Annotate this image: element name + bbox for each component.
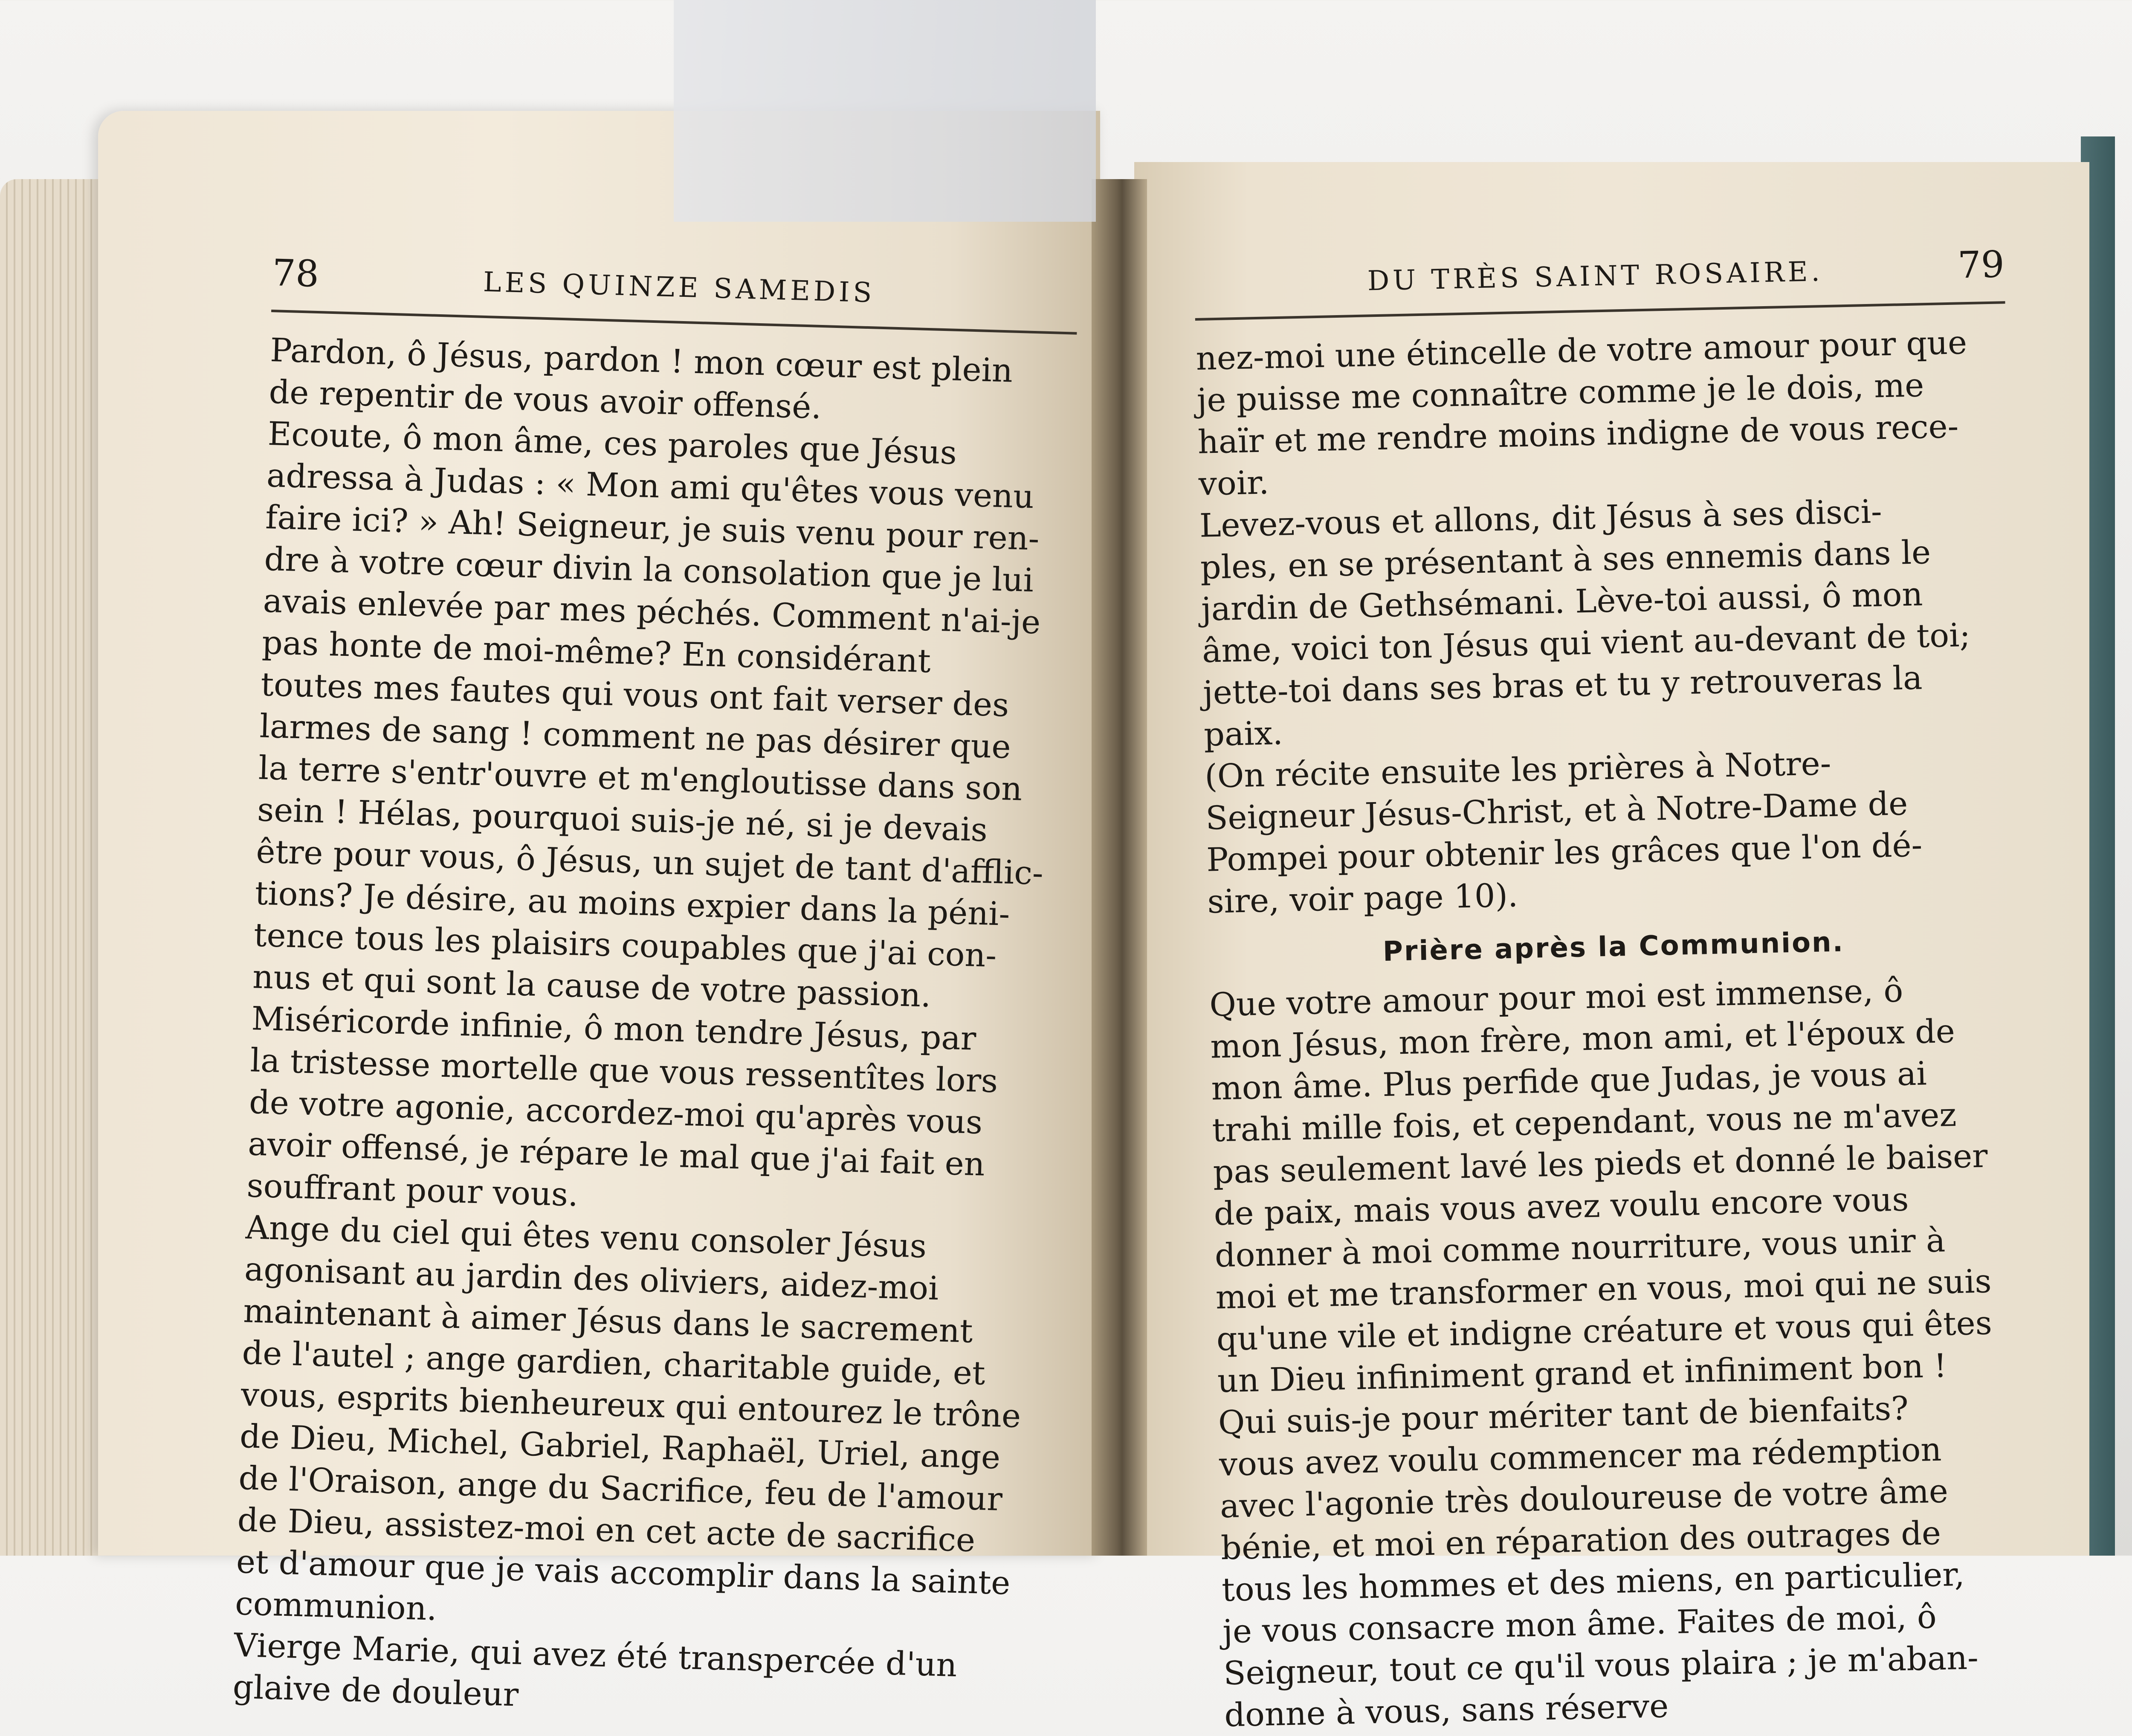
running-head-title-left: LES QUINZE SAMEDIS — [483, 266, 876, 309]
book-gutter — [1092, 179, 1147, 1556]
left-page-content — [232, 252, 1079, 1730]
paragraph: Levez-vous et allons, dit Jésus à ses disci- ples, en se présentant à ses ennemis dans le jardin de Gethsémani. Lève-toi aussi, ô mon âme, voici ton Jésus qui vient au-devant de toi; jette-toi dans ses bras et tu y retrouveras la paix. — [1199, 492, 1971, 754]
page-number-right: 79 — [1957, 243, 2005, 287]
paragraph: Ange du ciel qui êtes venu consoler Jésus agonisant au jardin des oliviers, aidez-moi maintenant à aimer Jésus dans le sacrement de l'autel ; ange gardien, charitable guide, et vous, esprits bienheureux qui entourez le trône de Dieu, Michel, Gabriel, Raphaël, Uriel, ange de l'Oraison, ange du Sacrifice, feu de l'amour de Dieu, assistez-moi en cet acte de sacrifice et d'amour que je vais accomplir dans la sainte communion. — [235, 1208, 1022, 1628]
right-page-content — [1194, 243, 2035, 1736]
page-number-left: 78 — [272, 252, 320, 296]
paragraph: Miséricorde infinie, ô mon tendre Jésus, par la tristesse mortelle que vous ressentîtes lors de votre agonie, accordez-moi qu'après vous avoir offensé, je répare le mal que j'ai fait en souffrant pour vous. — [246, 999, 999, 1214]
paragraph: nez-moi une étincelle de votre amour pour que je puisse me connaître comme je le dois, me haïr et me rendre moins indigne de vous rece- voir. — [1195, 323, 1967, 503]
section-heading: Prière après la Communion. — [1382, 926, 1845, 968]
paragraph: Ecoute, ô mon âme, ces paroles que Jésus adressa à Judas : « Mon ami qu'êtes vous venu faire ici? » Ah! Seigneur, je suis venu pour ren- dre à votre cœur divin la consolation que je lui avais enlevée par mes péchés. Comment n'ai-je pas honte de moi-même? En considérant toutes mes fautes qui vous ont fait verser des larmes de sang ! comment ne pas désirer que la terre s'entr'ouvre et m'engloutisse dans son sein ! Hélas, pourquoi suis-je né, si je devais être pour vous, ô Jésus, un sujet de tant d'afflic- tions? Je désire, au moins expier dans la péni- tence tous les plaisirs coupables que j'ai con- nus et qui sont la cause de votre passion. — [252, 414, 1044, 1014]
paragraph: (On récite ensuite les prières à Notre- Seigneur Jésus-Christ, et à Notre-Dame de Pompei pour obtenir les grâces que l'on dé- sire, voir page 10). — [1204, 744, 1923, 921]
paragraph: Qui suis-je pour mériter tant de bienfaits? vous avez voulu commencer ma rédemption avec l'agonie très douloureuse de votre âme bénie, et moi en réparation des outrages de tous les hommes et des miens, en particulier, je vous consacre mon âme. Faites de moi, ô Seigneur, tout ce qu'il vous plaira ; je m'aban- donne à vous, sans réserve — [1218, 1389, 1979, 1734]
paragraph: Vierge Marie, qui avez été transpercée d'un glaive de douleur — [232, 1626, 958, 1714]
paragraph: Que votre amour pour moi est immense, ô mon Jésus, mon frère, mon ami, et l'époux de mon âme. Plus perfide que Judas, je vous ai trahi mille fois, et cependant, vous ne m'avez pas seulement lavé les pieds et donné le baiser de paix, mais vous avez voulu encore vous donner à moi comme nourriture, vous unir à moi et me transformer en vous, moi qui ne suis qu'une vile et indigne créature et vous qui êtes un Dieu infiniment grand et infiniment bon ! — [1209, 971, 1993, 1400]
bookmark-strip — [674, 0, 1096, 222]
paragraph: Pardon, ô Jésus, pardon ! mon cœur est plein de repentir de vous avoir offensé. — [268, 330, 1014, 426]
running-head-title-right: DU TRÈS SAINT ROSAIRE. — [1367, 256, 1824, 297]
